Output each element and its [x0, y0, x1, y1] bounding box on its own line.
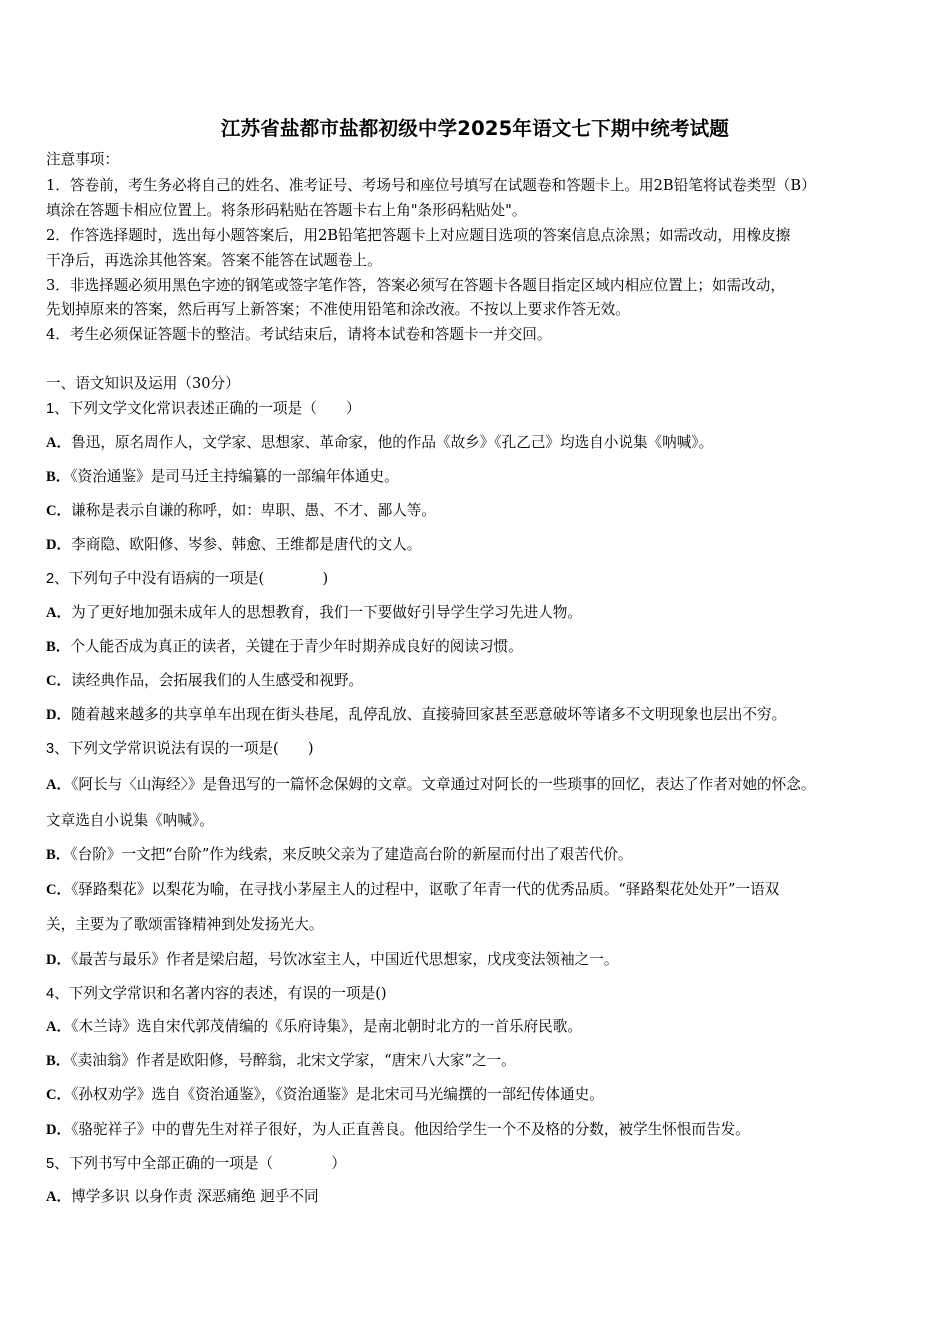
option-text: 《资治通鉴》是司马迁主持编纂的一部编年体通史。: [70, 468, 399, 485]
option-text: 鲁迅，原名周作人，文学家、思想家、革命家，他的作品《故乡》《孔乙己》均选自小说集《呐喊》。: [71, 434, 714, 451]
option-text: 《台阶》一文把“台阶”作为线索，来反映父亲为了建造高台阶的新屋而付出了艰苦代价。: [70, 846, 633, 863]
option-letter: D．: [46, 707, 72, 723]
notice-line: 3．非选择题必须用黑色字迹的钢笔或签字笔作答，答案必须写在答题卡各题目指定区域内相应位置上；如需改动，: [46, 277, 785, 294]
option-c[interactable]: [46, 671, 363, 691]
section-heading: 一、语文知识及运用（30分）: [46, 375, 240, 392]
option-a[interactable]: [46, 603, 582, 623]
option-text: 《孙权劝学》选自《资治通鉴》，《资治通鉴》是北宋司马光编撰的一部纪传体通史。: [71, 1086, 604, 1103]
option-text: 《阿长与〈山海经〉》是鲁迅写的一篇怀念保姆的文章。文章通过对阿长的一些琐事的回忆，表达了作者对她的怀念。: [71, 776, 816, 793]
question-number: 4、: [46, 986, 69, 1002]
question-stem: [46, 984, 387, 1004]
option-letter: A．: [46, 605, 72, 621]
question-number: 5、: [46, 1156, 69, 1172]
question-stem: [46, 1154, 346, 1174]
question-stem: [46, 399, 361, 419]
question-stem: [46, 569, 328, 589]
option-letter: D．: [46, 1122, 72, 1138]
option-b[interactable]: [46, 637, 523, 657]
option-letter: B．: [46, 469, 71, 485]
option-c[interactable]: [46, 1085, 604, 1105]
option-letter: A．: [46, 435, 72, 451]
option-letter: C．: [46, 503, 72, 519]
option-b[interactable]: [46, 845, 633, 865]
option-a[interactable]: [46, 433, 713, 453]
option-letter: A．: [46, 777, 72, 793]
option-text: 《驿路梨花》以梨花为喻，在寻找小茅屋主人的过程中，讴歌了年青一代的优秀品质。“驿路梨花处处开”一语双: [71, 881, 780, 898]
option-letter: B．: [46, 639, 71, 655]
question-stem: [46, 739, 314, 759]
option-c[interactable]: [46, 880, 779, 900]
option-text: 读经典作品，会拓展我们的人生感受和视野。: [71, 672, 364, 689]
question-text: 下列句子中没有语病的一项是( ): [68, 570, 329, 587]
question-number: 1、: [46, 401, 69, 417]
option-text: 《卖油翁》作者是欧阳修，号醉翁，北宋文学家，“唐宋八大家”之一。: [70, 1052, 516, 1069]
option-letter: A．: [46, 1189, 72, 1205]
option-a[interactable]: [46, 1187, 319, 1207]
option-d[interactable]: [46, 705, 786, 725]
notice-line: 4．考生必须保证答题卡的整洁。考试结束后，请将本试卷和答题卡一并交回。: [46, 326, 552, 343]
option-text: 《木兰诗》选自宋代郭茂倩编的《乐府诗集》，是南北朝时北方的一首乐府民歌。: [71, 1018, 582, 1035]
question-text: 下列文学常识和名著内容的表述，有误的一项是(): [68, 985, 387, 1002]
option-d[interactable]: [46, 535, 421, 555]
option-text: 谦称是表示自谦的称呼，如：卑职、愚、不才、鄙人等。: [71, 502, 436, 519]
option-text: 个人能否成为真正的读者，关键在于青少年时期养成良好的阅读习惯。: [70, 638, 523, 655]
option-text: 博学多识 以身作责 深恶痛绝 迥乎不同: [71, 1188, 319, 1205]
option-b[interactable]: [46, 467, 399, 487]
question-text: 下列文学文化常识表述正确的一项是（ ）: [68, 400, 361, 417]
option-text: 随着越来越多的共享单车出现在街头巷尾，乱停乱放、直接骑回家甚至恶意破坏等诸多不文明现象也层出不穷。: [71, 706, 787, 723]
option-a[interactable]: [46, 1017, 582, 1037]
notice-heading: 注意事项：: [46, 151, 119, 168]
option-letter: C．: [46, 673, 72, 689]
notice-line: 填涂在答题卡相应位置上。将条形码粘贴在答题卡右上角"条形码粘贴处"。: [46, 202, 527, 219]
option-text: 为了更好地加强未成年人的思想教育，我们一下要做好引导学生学习先进人物。: [71, 604, 582, 621]
option-b[interactable]: [46, 1051, 516, 1071]
page-title: 江苏省盐都市盐都初级中学2025年语文七下期中统考试题: [220, 117, 730, 140]
option-d[interactable]: [46, 950, 618, 970]
option-letter: B．: [46, 847, 71, 863]
notice-line: 1．答卷前，考生务必将自己的姓名、准考证号、考场号和座位号填写在试题卷和答题卡上。用2B铅笔将试卷类型（B）: [46, 177, 816, 194]
notice-line: 先划掉原来的答案，然后再写上新答案；不准使用铅笔和涂改液。不按以上要求作答无效。: [46, 301, 630, 318]
option-a-continued: 文章选自小说集《呐喊》。: [46, 812, 214, 829]
notice-line: 2．作答选择题时，选出每小题答案后，用2B铅笔把答题卡上对应题目选项的答案信息点涂黑；如需改动，用橡皮擦: [46, 227, 791, 244]
option-letter: C．: [46, 1087, 72, 1103]
option-letter: D．: [46, 952, 72, 968]
option-c-continued: 关，主要为了歌颂雷锋精神到处发扬光大。: [46, 916, 324, 933]
question-text: 下列文学常识说法有误的一项是( ): [68, 740, 314, 757]
option-letter: A．: [46, 1019, 72, 1035]
question-number: 2、: [46, 571, 69, 587]
option-letter: B．: [46, 1053, 71, 1069]
notice-line: 干净后，再选涂其他答案。答案不能答在试题卷上。: [46, 252, 382, 269]
option-letter: D．: [46, 537, 72, 553]
option-text: 李商隐、欧阳修、岑参、韩愈、王维都是唐代的文人。: [71, 536, 422, 553]
option-d[interactable]: [46, 1120, 750, 1140]
option-c[interactable]: [46, 501, 436, 521]
option-a[interactable]: [46, 775, 815, 795]
question-number: 3、: [46, 741, 69, 757]
question-text: 下列书写中全部正确的一项是（ ）: [68, 1155, 347, 1172]
option-letter: C．: [46, 882, 72, 898]
option-text: 《骆驼祥子》中的曹先生对祥子很好，为人正直善良。他因给学生一个不及格的分数，被学生怀恨而告发。: [71, 1121, 750, 1138]
option-text: 《最苦与最乐》作者是梁启超，号饮冰室主人，中国近代思想家，戊戌变法领袖之一。: [71, 951, 619, 968]
